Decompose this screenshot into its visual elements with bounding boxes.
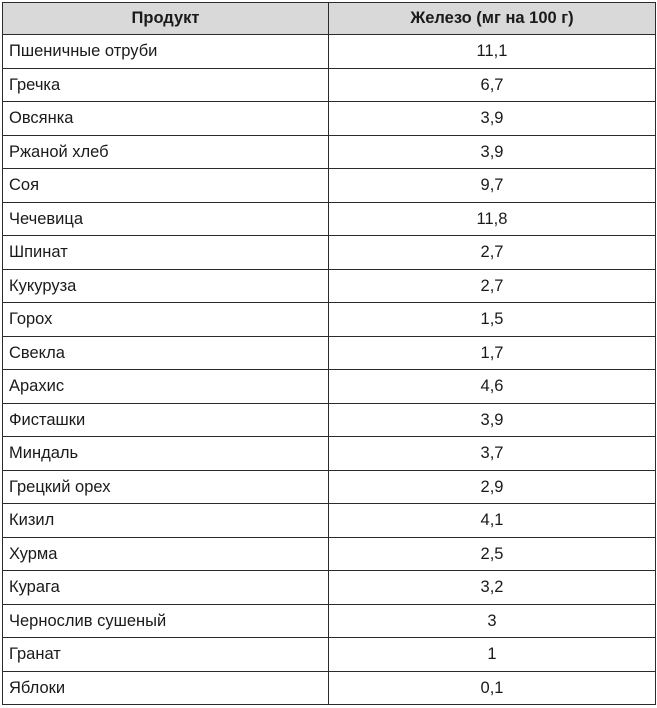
product-cell: Курага	[3, 571, 329, 605]
table-row	[3, 537, 656, 571]
table-row	[3, 336, 656, 370]
product-cell: Гречка	[3, 68, 329, 102]
header-iron: Железо (мг на 100 г)	[329, 3, 656, 35]
product-cell: Яблоки	[3, 671, 329, 705]
iron-value-cell: 6,7	[329, 68, 656, 102]
table-row	[3, 604, 656, 638]
product-cell: Овсянка	[3, 102, 329, 136]
iron-value-cell: 3,9	[329, 403, 656, 437]
table-body	[3, 35, 656, 705]
table-row	[3, 437, 656, 471]
table-row	[3, 671, 656, 705]
table-row	[3, 68, 656, 102]
iron-value-cell: 1,7	[329, 336, 656, 370]
iron-value-cell: 3,2	[329, 571, 656, 605]
table-header	[3, 3, 656, 35]
product-cell: Ржаной хлеб	[3, 135, 329, 169]
product-cell: Горох	[3, 303, 329, 337]
table-row	[3, 571, 656, 605]
product-cell: Чечевица	[3, 202, 329, 236]
product-cell: Миндаль	[3, 437, 329, 471]
table-row	[3, 269, 656, 303]
table-row	[3, 470, 656, 504]
table-row	[3, 202, 656, 236]
iron-value-cell: 3,7	[329, 437, 656, 471]
iron-value-cell: 3	[329, 604, 656, 638]
product-cell: Свекла	[3, 336, 329, 370]
table-row	[3, 504, 656, 538]
table-row	[3, 102, 656, 136]
iron-value-cell: 4,1	[329, 504, 656, 538]
iron-value-cell: 11,8	[329, 202, 656, 236]
table-row	[3, 303, 656, 337]
iron-value-cell: 0,1	[329, 671, 656, 705]
table-row	[3, 135, 656, 169]
table-row	[3, 35, 656, 69]
product-cell: Арахис	[3, 370, 329, 404]
product-cell: Пшеничные отруби	[3, 35, 329, 69]
iron-value-cell: 11,1	[329, 35, 656, 69]
product-cell: Гранат	[3, 638, 329, 672]
product-cell: Шпинат	[3, 236, 329, 270]
header-product: Продукт	[3, 3, 329, 35]
header-row	[3, 3, 656, 35]
iron-value-cell: 2,7	[329, 269, 656, 303]
table-row	[3, 638, 656, 672]
product-cell: Фисташки	[3, 403, 329, 437]
table-row	[3, 403, 656, 437]
product-cell: Грецкий орех	[3, 470, 329, 504]
product-cell: Чернослив сушеный	[3, 604, 329, 638]
iron-value-cell: 2,9	[329, 470, 656, 504]
iron-value-cell: 2,7	[329, 236, 656, 270]
table-row	[3, 236, 656, 270]
iron-value-cell: 2,5	[329, 537, 656, 571]
iron-content-table	[2, 2, 656, 705]
table-row	[3, 370, 656, 404]
iron-value-cell: 3,9	[329, 102, 656, 136]
iron-value-cell: 9,7	[329, 169, 656, 203]
iron-value-cell: 4,6	[329, 370, 656, 404]
iron-value-cell: 3,9	[329, 135, 656, 169]
product-cell: Кукуруза	[3, 269, 329, 303]
product-cell: Хурма	[3, 537, 329, 571]
product-cell: Соя	[3, 169, 329, 203]
product-cell: Кизил	[3, 504, 329, 538]
iron-value-cell: 1,5	[329, 303, 656, 337]
iron-value-cell: 1	[329, 638, 656, 672]
table-row	[3, 169, 656, 203]
